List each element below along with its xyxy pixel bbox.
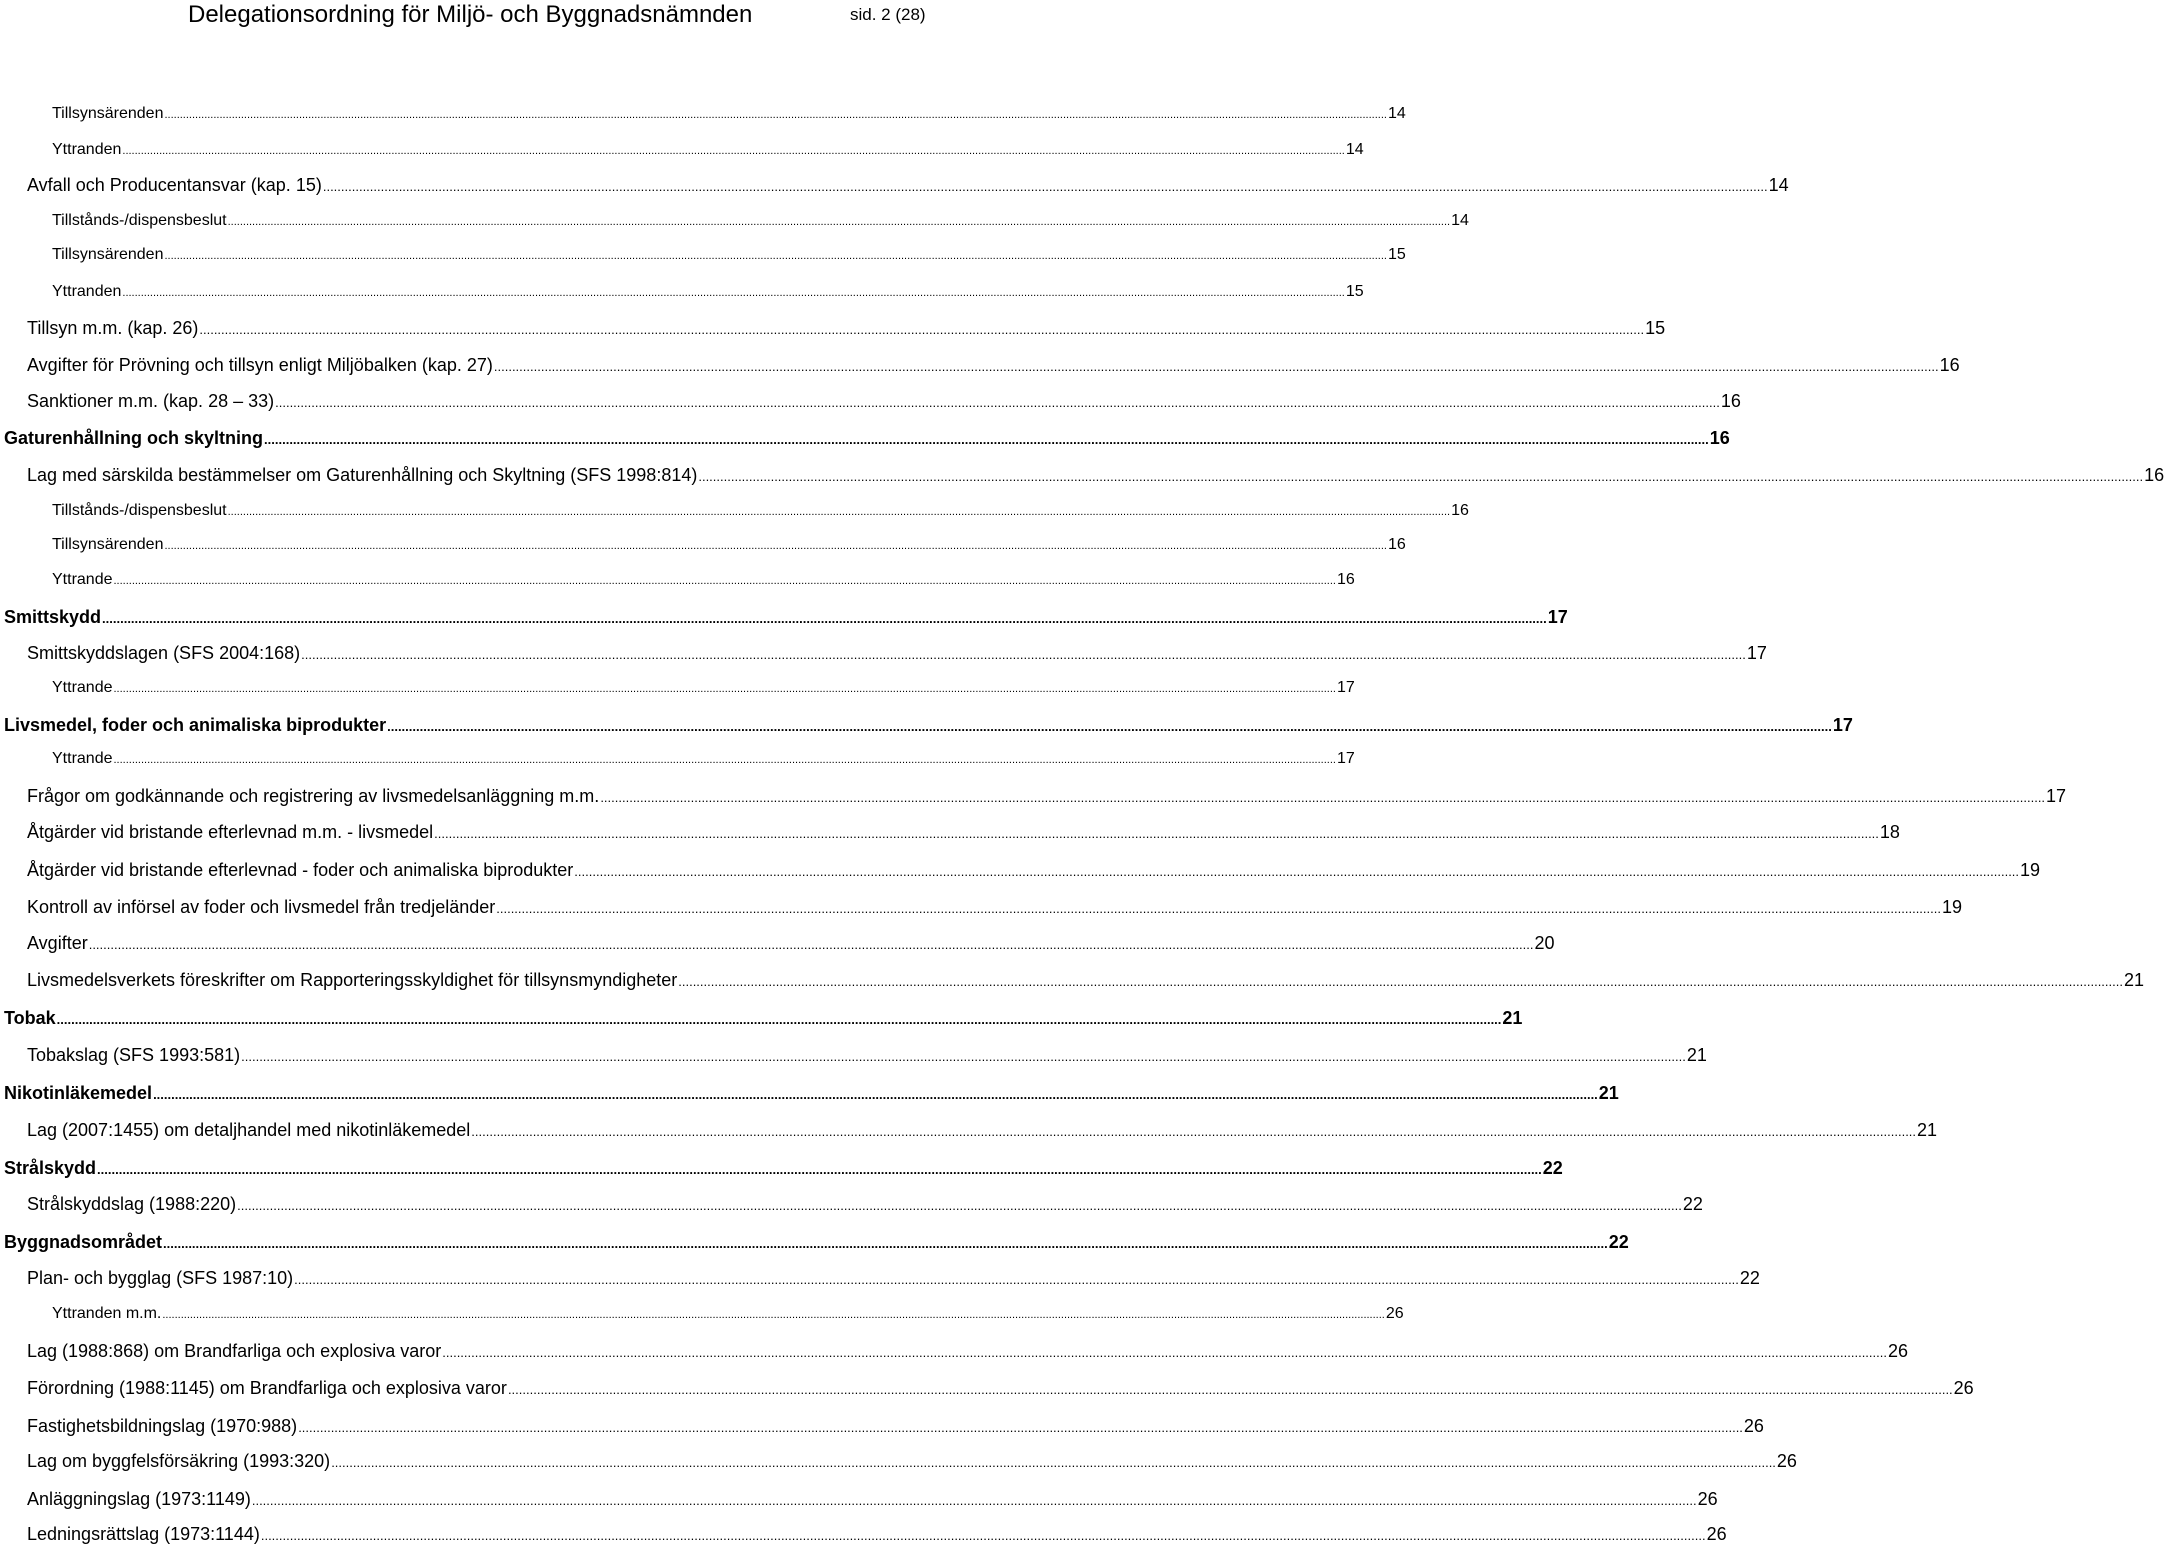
dot-leader: ................................................................................................................................................................................................................................................................................................................................................................................................................ <box>251 1493 1697 1508</box>
dot-leader: ................................................................................................................................................................................................................................................................................................................................................................................................................ <box>113 575 1336 587</box>
toc-entry[interactable] <box>27 1120 1938 1150</box>
dot-leader: ................................................................................................................................................................................................................................................................................................................................................................................................................ <box>97 1162 1542 1177</box>
toc-entry-title: Yttranden <box>52 283 122 300</box>
dot-leader: ................................................................................................................................................................................................................................................................................................................................................................................................................ <box>600 790 2046 805</box>
toc-entry-page: 21 <box>2123 970 2145 990</box>
toc-entry-title: Lag (1988:868) om Brandfarliga och explosiva varor <box>27 1341 442 1361</box>
toc-entry-page: 16 <box>1451 502 1469 519</box>
dot-leader: ................................................................................................................................................................................................................................................................................................................................................................................................................ <box>698 469 2144 484</box>
toc-entry[interactable] <box>52 571 1355 601</box>
toc-entry-page: 16 <box>1709 428 1730 448</box>
toc-entry-page: 14 <box>1387 105 1406 122</box>
toc-entry[interactable] <box>27 1416 1764 1446</box>
dot-leader: ................................................................................................................................................................................................................................................................................................................................................................................................................ <box>275 395 1720 410</box>
toc-entry-page: 15 <box>1387 246 1406 263</box>
toc-entry-page: 20 <box>1534 933 1555 953</box>
toc-entry-title: Smittskydd <box>4 607 102 627</box>
toc-entry-page: 17 <box>1336 679 1355 696</box>
toc-entry-title: Kontroll av införsel av foder och livsmedel från tredjeländer <box>27 897 496 917</box>
toc-entry-title: Tillsyn m.m. (kap. 26) <box>27 318 199 338</box>
dot-leader: ................................................................................................................................................................................................................................................................................................................................................................................................................ <box>678 974 2123 989</box>
dot-leader: ................................................................................................................................................................................................................................................................................................................................................................................................................ <box>102 611 1547 626</box>
toc-entry[interactable] <box>27 465 2164 495</box>
toc-entry-page: 14 <box>1345 141 1364 158</box>
toc-entry[interactable] <box>4 607 1568 637</box>
toc-entry-title: Nikotinläkemedel <box>4 1083 153 1103</box>
toc-entry-title: Åtgärder vid bristande efterlevnad - foder och animaliska biprodukter <box>27 860 574 880</box>
toc-entry-title: Yttranden <box>52 141 122 158</box>
toc-entry-page: 26 <box>1706 1524 1727 1544</box>
toc-entry[interactable] <box>27 1524 1727 1554</box>
toc-entry-page: 14 <box>1768 175 1789 195</box>
toc-entry-title: Avfall och Producentansvar (kap. 15) <box>27 175 322 195</box>
dot-leader: ................................................................................................................................................................................................................................................................................................................................................................................................................ <box>496 901 1941 916</box>
document-title: Delegationsordning för Miljö- och Byggnadsnämnden <box>188 1 753 28</box>
dot-leader: ................................................................................................................................................................................................................................................................................................................................................................................................................ <box>122 287 1345 299</box>
toc-entry[interactable] <box>52 105 1406 135</box>
toc-entry-page: 19 <box>1941 897 1963 917</box>
dot-leader: ................................................................................................................................................................................................................................................................................................................................................................................................................ <box>294 1272 1739 1287</box>
toc-entry-page: 16 <box>1720 391 1741 411</box>
dot-leader: ................................................................................................................................................................................................................................................................................................................................................................................................................ <box>387 719 1832 734</box>
toc-entry[interactable] <box>4 1008 1523 1038</box>
toc-entry[interactable] <box>27 355 1960 385</box>
toc-entry-page: 17 <box>1832 715 1853 735</box>
toc-entry-page: 16 <box>1939 355 1960 375</box>
toc-entry-title: Avgifter <box>27 933 88 953</box>
toc-entry[interactable] <box>4 715 1853 745</box>
dot-leader: ................................................................................................................................................................................................................................................................................................................................................................................................................ <box>199 322 1645 337</box>
toc-entry-page: 26 <box>1697 1489 1718 1509</box>
toc-entry[interactable] <box>52 750 1355 780</box>
toc-entry-title: Yttrande <box>52 571 113 588</box>
toc-entry-page: 16 <box>2144 465 2164 485</box>
toc-entry[interactable] <box>27 1194 1703 1224</box>
dot-leader: ................................................................................................................................................................................................................................................................................................................................................................................................................ <box>153 1087 1598 1102</box>
dot-leader: ................................................................................................................................................................................................................................................................................................................................................................................................................ <box>260 1528 1706 1543</box>
page-number: sid. 2 (28) <box>850 5 926 24</box>
toc-entry-title: Tillstånds-/dispensbeslut <box>52 212 227 229</box>
toc-entry-title: Tillstånds-/dispensbeslut <box>52 502 227 519</box>
dot-leader: ................................................................................................................................................................................................................................................................................................................................................................................................................ <box>88 937 1534 952</box>
dot-leader: ................................................................................................................................................................................................................................................................................................................................................................................................................ <box>331 1455 1776 1470</box>
dot-leader: ................................................................................................................................................................................................................................................................................................................................................................................................................ <box>162 1309 1385 1321</box>
dot-leader: ................................................................................................................................................................................................................................................................................................................................................................................................................ <box>164 250 1387 262</box>
toc-entry-page: 14 <box>1451 212 1469 229</box>
toc-entry-page: 21 <box>1502 1008 1523 1028</box>
toc-entry[interactable] <box>52 246 1406 276</box>
toc-entry[interactable] <box>4 1083 1619 1113</box>
toc-entry[interactable] <box>27 1268 1760 1298</box>
toc-entry-page: 26 <box>1953 1378 1974 1398</box>
page-header <box>0 0 960 30</box>
toc-entry-page: 26 <box>1776 1451 1797 1471</box>
toc-entry-title: Tillsynsärenden <box>52 105 164 122</box>
toc-entry-title: Tobakslag (SFS 1993:581) <box>27 1045 241 1065</box>
toc-entry[interactable] <box>27 1045 1707 1075</box>
toc-entry[interactable] <box>52 536 1406 566</box>
toc-entry-page: 17 <box>2046 786 2067 806</box>
toc-entry-title: Tillsynsärenden <box>52 246 164 263</box>
toc-entry-title: Lag (2007:1455) om detaljhandel med nikotinläkemedel <box>27 1120 471 1140</box>
toc-entry-page: 26 <box>1743 1416 1764 1436</box>
toc-entry-title: Fastighetsbildningslag (1970:988) <box>27 1416 298 1436</box>
toc-entry-page: 22 <box>1682 1194 1703 1214</box>
toc-entry[interactable] <box>27 897 1963 927</box>
toc-entry-title: Frågor om godkännande och registrering av livsmedelsanläggning m.m. <box>27 786 600 806</box>
toc-entry-page: 22 <box>1542 1158 1563 1178</box>
dot-leader: ................................................................................................................................................................................................................................................................................................................................................................................................................ <box>227 216 1451 228</box>
toc-entry-title: Yttranden m.m. <box>52 1305 162 1322</box>
dot-leader: ................................................................................................................................................................................................................................................................................................................................................................................................................ <box>227 506 1451 518</box>
toc-entry[interactable] <box>27 643 1767 673</box>
toc-entry-title: Lag med särskilda bestämmelser om Gaturenhållning och Skyltning (SFS 1998:814) <box>27 465 698 485</box>
toc-entry-page: 15 <box>1645 318 1666 338</box>
toc-entry[interactable] <box>27 1489 1718 1519</box>
toc-entry-page: 26 <box>1887 1341 1909 1361</box>
dot-leader: ................................................................................................................................................................................................................................................................................................................................................................................................................ <box>301 647 1746 662</box>
toc-entry-page: 21 <box>1598 1083 1619 1103</box>
toc-entry-title: Ledningsrättslag (1973:1144) <box>27 1524 260 1544</box>
dot-leader: ................................................................................................................................................................................................................................................................................................................................................................................................................ <box>442 1345 1887 1360</box>
toc-entry-title: Avgifter för Prövning och tillsyn enligt Miljöbalken (kap. 27) <box>27 355 493 375</box>
dot-leader: ................................................................................................................................................................................................................................................................................................................................................................................................................ <box>113 754 1336 766</box>
toc-entry[interactable] <box>27 822 1900 852</box>
toc-entry[interactable] <box>52 1305 1404 1335</box>
toc-entry-page: 15 <box>1345 283 1364 300</box>
dot-leader: ................................................................................................................................................................................................................................................................................................................................................................................................................ <box>237 1198 1682 1213</box>
dot-leader: ................................................................................................................................................................................................................................................................................................................................................................................................................ <box>163 1236 1608 1251</box>
toc-entry-page: 17 <box>1746 643 1767 663</box>
toc-entry-page: 22 <box>1739 1268 1760 1288</box>
toc-entry-title: Lag om byggfelsförsäkring (1993:320) <box>27 1451 331 1471</box>
dot-leader: ................................................................................................................................................................................................................................................................................................................................................................................................................ <box>507 1382 1953 1397</box>
toc-entry-title: Plan- och bygglag (SFS 1987:10) <box>27 1268 294 1288</box>
toc-entry[interactable] <box>27 1341 1909 1371</box>
toc-entry-title: Förordning (1988:1145) om Brandfarliga och explosiva varor <box>27 1378 507 1398</box>
dot-leader: ................................................................................................................................................................................................................................................................................................................................................................................................................ <box>298 1420 1743 1435</box>
toc-entry-title: Yttrande <box>52 679 113 696</box>
toc-entry-title: Anläggningslag (1973:1149) <box>27 1489 251 1509</box>
dot-leader: ................................................................................................................................................................................................................................................................................................................................................................................................................ <box>493 359 1939 374</box>
dot-leader: ................................................................................................................................................................................................................................................................................................................................................................................................................ <box>122 145 1345 157</box>
toc-entry-title: Byggnadsområdet <box>4 1232 163 1252</box>
toc-entry-title: Livsmedelsverkets föreskrifter om Rapporteringsskyldighet för tillsynsmyndigheter <box>27 970 678 990</box>
toc-entry-title: Livsmedel, foder och animaliska biprodukter <box>4 715 387 735</box>
toc-entry-page: 17 <box>1547 607 1568 627</box>
toc-entry-title: Smittskyddslagen (SFS 2004:168) <box>27 643 301 663</box>
toc-entry[interactable] <box>52 679 1355 709</box>
toc-entry-page: 18 <box>1879 822 1900 842</box>
dot-leader: ................................................................................................................................................................................................................................................................................................................................................................................................................ <box>56 1012 1502 1027</box>
toc-entry-page: 22 <box>1608 1232 1629 1252</box>
dot-leader: ................................................................................................................................................................................................................................................................................................................................................................................................................ <box>434 826 1879 841</box>
toc-entry[interactable] <box>27 786 2067 816</box>
toc-entry[interactable] <box>27 175 1789 205</box>
toc-entry-title: Strålskyddslag (1988:220) <box>27 1194 237 1214</box>
toc-entry-page: 21 <box>1917 1120 1938 1140</box>
toc-entry[interactable] <box>4 1158 1563 1188</box>
dot-leader: ................................................................................................................................................................................................................................................................................................................................................................................................................ <box>264 432 1709 447</box>
dot-leader: ................................................................................................................................................................................................................................................................................................................................................................................................................ <box>113 683 1336 695</box>
toc-entry-page: 21 <box>1686 1045 1707 1065</box>
toc-entry-page: 16 <box>1387 536 1406 553</box>
toc-entry-title: Sanktioner m.m. (kap. 28 – 33) <box>27 391 275 411</box>
dot-leader: ................................................................................................................................................................................................................................................................................................................................................................................................................ <box>241 1049 1686 1064</box>
toc-entry[interactable] <box>52 283 1364 313</box>
toc-entry-page: 26 <box>1385 1305 1404 1322</box>
toc-entry[interactable] <box>52 141 1364 171</box>
dot-leader: ................................................................................................................................................................................................................................................................................................................................................................................................................ <box>322 179 1768 194</box>
toc-entry-page: 17 <box>1336 750 1355 767</box>
toc-entry-title: Tillsynsärenden <box>52 536 164 553</box>
toc-entry-title: Åtgärder vid bristande efterlevnad m.m. - livsmedel <box>27 822 434 842</box>
toc-entry[interactable] <box>27 933 1555 963</box>
toc-entry[interactable] <box>27 391 1741 421</box>
dot-leader: ................................................................................................................................................................................................................................................................................................................................................................................................................ <box>164 540 1387 552</box>
toc-entry[interactable] <box>4 428 1730 458</box>
toc-entry-title: Tobak <box>4 1008 56 1028</box>
toc-entry-title: Gaturenhållning och skyltning <box>4 428 264 448</box>
toc-entry[interactable] <box>27 1378 1974 1408</box>
toc-entry-title: Yttrande <box>52 750 113 767</box>
toc-entry[interactable] <box>52 502 1469 532</box>
toc-entry-page: 19 <box>2020 860 2041 880</box>
toc-entry-page: 16 <box>1336 571 1355 588</box>
toc-entry[interactable] <box>4 1232 1629 1262</box>
toc-entry-title: Strålskydd <box>4 1158 97 1178</box>
dot-leader: ................................................................................................................................................................................................................................................................................................................................................................................................................ <box>574 864 2020 879</box>
toc-entry[interactable] <box>27 318 1666 348</box>
toc-entry[interactable] <box>27 970 2145 1000</box>
toc-entry[interactable] <box>27 860 2041 890</box>
toc-entry[interactable] <box>52 212 1469 242</box>
dot-leader: ................................................................................................................................................................................................................................................................................................................................................................................................................ <box>471 1124 1917 1139</box>
toc-entry[interactable] <box>27 1451 1797 1481</box>
dot-leader: ................................................................................................................................................................................................................................................................................................................................................................................................................ <box>164 109 1387 121</box>
